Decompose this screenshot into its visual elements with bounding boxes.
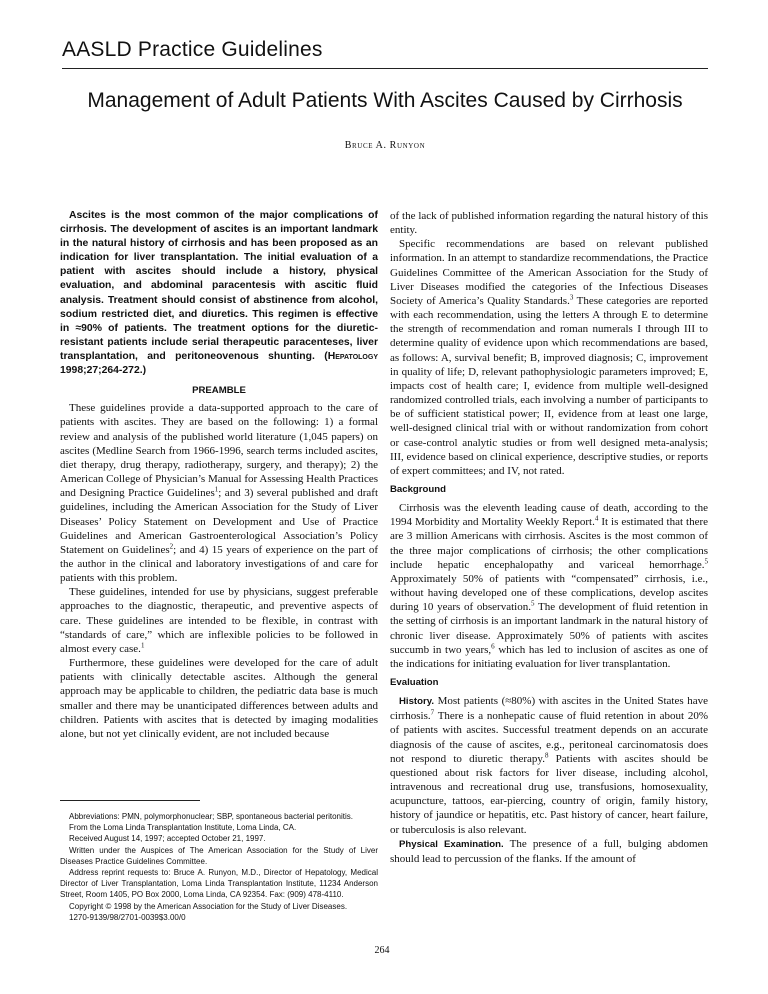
footnote-copyright: Copyright © 1998 by the American Association for the Study of Liver Diseases. xyxy=(69,901,348,911)
text-run: Most patients (≈80%) with ascites in the United States have cirrhosis. xyxy=(390,695,708,723)
reference-mark: 1 xyxy=(140,641,145,650)
footnotes xyxy=(60,811,378,923)
header-rule xyxy=(62,68,708,69)
physical-exam-runin-heading: Physical Examination. xyxy=(399,838,504,850)
preamble-heading: PREAMBLE xyxy=(192,385,246,397)
right-column xyxy=(390,209,708,866)
history-runin-heading: History. xyxy=(399,696,435,708)
text-run: The presence of a full, bulging abdomen should lead to percussion of the flanks. If the amount of xyxy=(390,837,708,865)
reference-mark: 2 xyxy=(169,542,174,551)
author-name: Bruce A. Runyon xyxy=(344,140,426,151)
article-title: Management of Adult Patients With Ascites Caused by Cirrhosis xyxy=(87,89,683,112)
recommendations-paragraph xyxy=(390,237,708,478)
text-run: Approximately 50% of patients with “compensated” cirrhosis, i.e., without having developed one of these complications, develop ascites during 10 years of observation. xyxy=(390,572,708,614)
history-paragraph xyxy=(390,694,708,837)
footnote-affiliation: From the Loma Linda Transplantation Institute, Loma Linda, CA. xyxy=(69,823,297,833)
series-title: AASLD Practice Guidelines xyxy=(62,38,323,61)
text-run: Patients with ascites should be questioned about risk factors for liver disease, including alcohol, intravenous and recreational drug use, transfusions, homosexuality, acupuncture, tattoos, ear-piercing, country of origin, family history, history of jaundice or hepatitis, etc. Past history of cancer, heart failure, or tuberculosis is also relevant. xyxy=(390,752,708,836)
text-run: These guidelines provide a data-supported approach to the care of patients with ascites. They are based on the following: 1) a formal review and analysis of the published world literature (1,045 papers) on ascites (Medline Search from 1966-1996, search terms included ascites, diet therapy, drug therapy, radiotherapy, surgery, and therapy); 2) the American College of Physician’s Manual for Assessing Health Practices and Designing Practice Guidelines xyxy=(60,402,378,500)
text-run: It is estimated that there are 3 million Americans with cirrhosis. Ascites is the most common of the three major complications of cirrhosis; the other complications include hepatic encephalopathy and variceal hemorrhage. xyxy=(390,516,709,571)
physical-exam-paragraph xyxy=(390,837,708,866)
text-run: ; and 3) several published and draft guidelines, including the American Association for the Study of Liver Diseases’ Policy Statement on Development and Use of Practice Guidelines and American Gastroenterological Association’s Policy Statement on Guidelines xyxy=(60,487,378,556)
footnote-reprints: Address reprint requests to: Bruce A. Runyon, M.D., Director of Hepatology, Medical Director of Liver Transplantation, Loma Linda Transplantation Institute, 11234 Anderson Street, Room 1405, PO Box 2000, Loma Linda, CA 92354. Fax: (909) 478-4110. xyxy=(60,868,378,900)
abstract xyxy=(60,209,378,378)
text-run: Specific recommendations are based on relevant published information. In an attempt to standardize recommendations, the Practice Guidelines Committee of the American Association for the Study of Liver Diseases modified the categories of the Infectious Diseases Society of America’s Quality Standards. xyxy=(390,238,708,307)
reference-mark: 4 xyxy=(594,514,599,523)
background-paragraph xyxy=(390,501,708,671)
text-run: Cirrhosis was the eleventh leading cause of death, according to the 1994 Morbidity and Mortality Weekly Report. xyxy=(390,502,708,529)
page-number: 264 xyxy=(374,945,390,956)
preamble-paragraph-1 xyxy=(60,401,378,585)
text-run: which has led to inclusion of ascites as one of the indications for initiating evaluation for liver transplantation. xyxy=(390,643,708,670)
abstract-text: Ascites is the most common of the major complications of cirrhosis. The development of ascites is an important landmark in the natural history of cirrhosis and has been proposed as an indication for liver transplantation. The initial evaluation of a patient with ascites should include a history, physical evaluation, and abdominal paracentesis with ascitic fluid analysis. Treatment should consist of abstinence from alcohol, sodium restricted diet, and diuretics. This regimen is effective in ≈90% of patients. The treatment options for the diuretic-resistant patients include serial therapeutic paracenteses, liver transplantation, and peritoneovenous shunting. ( xyxy=(60,210,378,362)
evaluation-heading: Evaluation xyxy=(390,677,439,688)
reference-mark: 7 xyxy=(430,708,435,717)
abstract-journal: Hepatology xyxy=(327,350,378,362)
left-column xyxy=(60,209,378,741)
reference-mark: 5 xyxy=(704,557,708,566)
text-run: ; and 4) 15 years of experience on the part of the author in the clinical and laboratory investigations of and care for patients with this problem. xyxy=(60,543,378,585)
text-run: These categories are reported with each recommendation, using the letters A through E to determine the strength of recommendation and roman numerals I through III to determine quality of evidence upon which recommendations are based, as follows: A, survival benefit; B, improved diagnosis; C, improvement in quality of life; D, relevant pathophysiologic parameters improved; E, impacts cost of health care; I, evidence from multiple well-designed randomized controlled trials, each involving a number of participants to be of sufficient statistical power; II, evidence from at least one large, well-designed clinical trial with or without randomization from cohort or case-control analytic studies or from well designed meta-analysis; III, evidence based on clinical experience, descriptive studies, or reports of expert committees; and IV, not rated. xyxy=(390,294,708,477)
footnote-rule xyxy=(60,800,200,801)
footnote-issn: 1270-9139/98/2701-0039$3.00/0 xyxy=(69,912,186,922)
reference-mark: 3 xyxy=(569,293,574,302)
abstract-citation: 1998;27;264-272.) xyxy=(60,365,147,377)
text-run: The development of fluid retention in the setting of cirrhosis is an important landmark in the natural history of chronic liver disease. Approximately 50% of patients with ascites succumb in two years, xyxy=(390,601,708,656)
text-run: There is a nonhepatic cause of fluid retention in about 20% of patients with ascites. Successful treatment depends on an accurate diagnosis of the cause of ascites, e.g., peritoneal carcinomatosis does not respond to diuretic therapy. xyxy=(390,710,708,765)
preamble-paragraph-3: Furthermore, these guidelines were developed for the care of adult patients with clinically detectable ascites. Although the general approach may be applicable to children, the pediatric data base is much smaller and there may be unanticipated differences between adults and children. Patients with ascites that is detected by imaging modalities alone, but not yet clinically evident, are not included because xyxy=(60,657,378,740)
reference-mark: 1 xyxy=(214,485,219,494)
reference-mark: 6 xyxy=(491,642,495,651)
footnote-received: Received August 14, 1997; accepted October 21, 1997. xyxy=(69,834,266,844)
reference-mark: 5 xyxy=(530,599,535,608)
continued-paragraph: of the lack of published information regarding the natural history of this entity. xyxy=(390,210,708,237)
background-heading: Background xyxy=(390,483,446,495)
reference-mark: 8 xyxy=(544,751,549,760)
footnote-auspices: Written under the Auspices of The American Association for the Study of Liver Diseases Practice Guidelines Committee. xyxy=(60,845,378,866)
text-run: These guidelines, intended for use by physicians, suggest preferable approaches to the diagnostic, therapeutic, and preventive aspects of care. These guidelines are intended to be flexible, in contrast with “standards of care,” which are inflexible policies to be followed in almost every case. xyxy=(60,586,378,655)
footnote-abbreviations: Abbreviations: PMN, polymorphonuclear; SBP, spontaneous bacterial peritonitis. xyxy=(69,812,354,821)
preamble-paragraph-2 xyxy=(60,585,378,656)
